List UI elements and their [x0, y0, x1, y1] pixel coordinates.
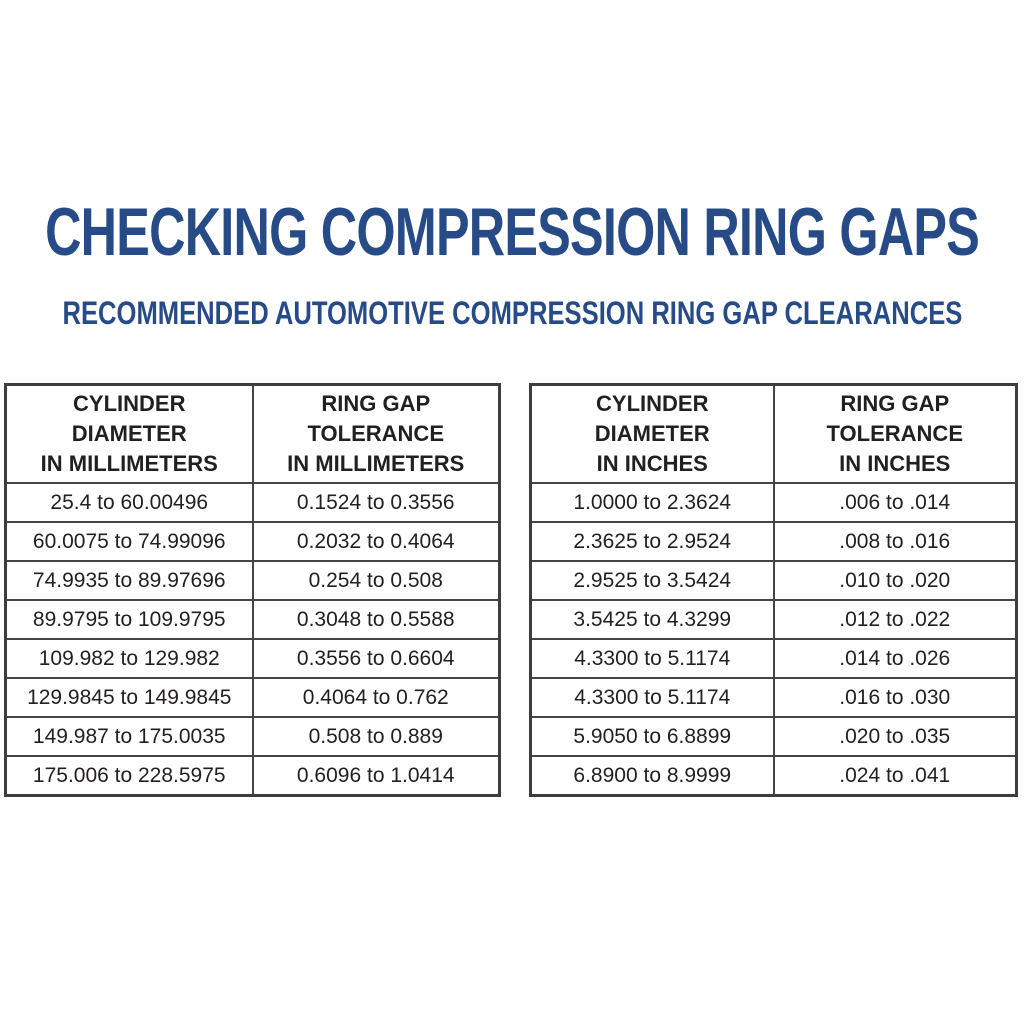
table-row: [6, 678, 500, 717]
table-row: [531, 522, 1017, 561]
ring-gap-tolerance-cell: 0.4064 to 0.762: [253, 678, 500, 717]
page-subtitle: RECOMMENDED AUTOMOTIVE COMPRESSION RING GAP CLEARANCES: [62, 295, 962, 331]
header-line: CYLINDER: [596, 391, 709, 416]
header-line: DIAMETER: [71, 421, 187, 446]
cylinder-diameter-cell: 74.9935 to 89.97696: [6, 561, 253, 600]
ring-gap-table-inches: [529, 383, 1018, 797]
cylinder-diameter-cell: 3.5425 to 4.3299: [531, 600, 774, 639]
header-line: RING GAP: [321, 391, 431, 416]
table-row: [6, 600, 500, 639]
ring-gap-tolerance-cell: .012 to .022: [774, 600, 1017, 639]
table-row: [531, 639, 1017, 678]
table-row: [531, 600, 1017, 639]
page-title: CHECKING COMPRESSION RING GAPS: [45, 194, 979, 270]
cylinder-diameter-cell: 2.3625 to 2.9524: [531, 522, 774, 561]
header-row: [531, 385, 1017, 484]
table-row: [6, 561, 500, 600]
table-row: [531, 756, 1017, 796]
header-line: RING GAP: [840, 391, 950, 416]
header-line: CYLINDER: [73, 391, 186, 416]
ring-gap-tolerance-cell: 0.508 to 0.889: [253, 717, 500, 756]
header-line: IN MILLIMETERS: [287, 451, 465, 476]
column-header-ring-gap-tolerance-in: [774, 385, 1017, 484]
header-line: IN INCHES: [596, 451, 708, 476]
cylinder-diameter-cell: 5.9050 to 6.8899: [531, 717, 774, 756]
cylinder-diameter-cell: 149.987 to 175.0035: [6, 717, 253, 756]
ring-gap-tolerance-cell: .014 to .026: [774, 639, 1017, 678]
ring-gap-tolerance-cell: 0.3048 to 0.5588: [253, 600, 500, 639]
header-line: DIAMETER: [594, 421, 710, 446]
column-header-ring-gap-tolerance-mm: [253, 385, 500, 484]
ring-gap-tolerance-cell: 0.3556 to 0.6604: [253, 639, 500, 678]
header-line: TOLERANCE: [826, 421, 963, 446]
table-row: [531, 678, 1017, 717]
ring-gap-tolerance-cell: 0.254 to 0.508: [253, 561, 500, 600]
cylinder-diameter-cell: 60.0075 to 74.99096: [6, 522, 253, 561]
table-row: [6, 756, 500, 796]
ring-gap-tolerance-cell: .020 to .035: [774, 717, 1017, 756]
ring-gap-table-millimeters: [4, 383, 501, 797]
ring-gap-tolerance-cell: .010 to .020: [774, 561, 1017, 600]
header-line: IN INCHES: [839, 451, 951, 476]
page-subtitle-container: [0, 297, 1024, 329]
header-row: [6, 385, 500, 484]
table-row: [6, 717, 500, 756]
cylinder-diameter-cell: 129.9845 to 149.9845: [6, 678, 253, 717]
cylinder-diameter-cell: 1.0000 to 2.3624: [531, 483, 774, 522]
table-row: [531, 561, 1017, 600]
cylinder-diameter-cell: 4.3300 to 5.1174: [531, 678, 774, 717]
cylinder-diameter-cell: 25.4 to 60.00496: [6, 483, 253, 522]
page-title-container: [0, 194, 1024, 270]
header-line: TOLERANCE: [307, 421, 444, 446]
ring-gap-tolerance-cell: 0.6096 to 1.0414: [253, 756, 500, 796]
cylinder-diameter-cell: 109.982 to 129.982: [6, 639, 253, 678]
table-row: [6, 522, 500, 561]
ring-gap-tolerance-cell: 0.1524 to 0.3556: [253, 483, 500, 522]
column-header-cylinder-diameter-mm: [6, 385, 253, 484]
table-row: [6, 483, 500, 522]
ring-gap-tolerance-cell: .016 to .030: [774, 678, 1017, 717]
column-header-cylinder-diameter-in: [531, 385, 774, 484]
table-row: [531, 717, 1017, 756]
cylinder-diameter-cell: 175.006 to 228.5975: [6, 756, 253, 796]
header-line: IN MILLIMETERS: [40, 451, 218, 476]
cylinder-diameter-cell: 2.9525 to 3.5424: [531, 561, 774, 600]
ring-gap-tolerance-cell: .006 to .014: [774, 483, 1017, 522]
cylinder-diameter-cell: 6.8900 to 8.9999: [531, 756, 774, 796]
ring-gap-tolerance-cell: 0.2032 to 0.4064: [253, 522, 500, 561]
ring-gap-tolerance-cell: .008 to .016: [774, 522, 1017, 561]
ring-gap-tolerance-cell: .024 to .041: [774, 756, 1017, 796]
cylinder-diameter-cell: 4.3300 to 5.1174: [531, 639, 774, 678]
cylinder-diameter-cell: 89.9795 to 109.9795: [6, 600, 253, 639]
table-row: [531, 483, 1017, 522]
table-row: [6, 639, 500, 678]
